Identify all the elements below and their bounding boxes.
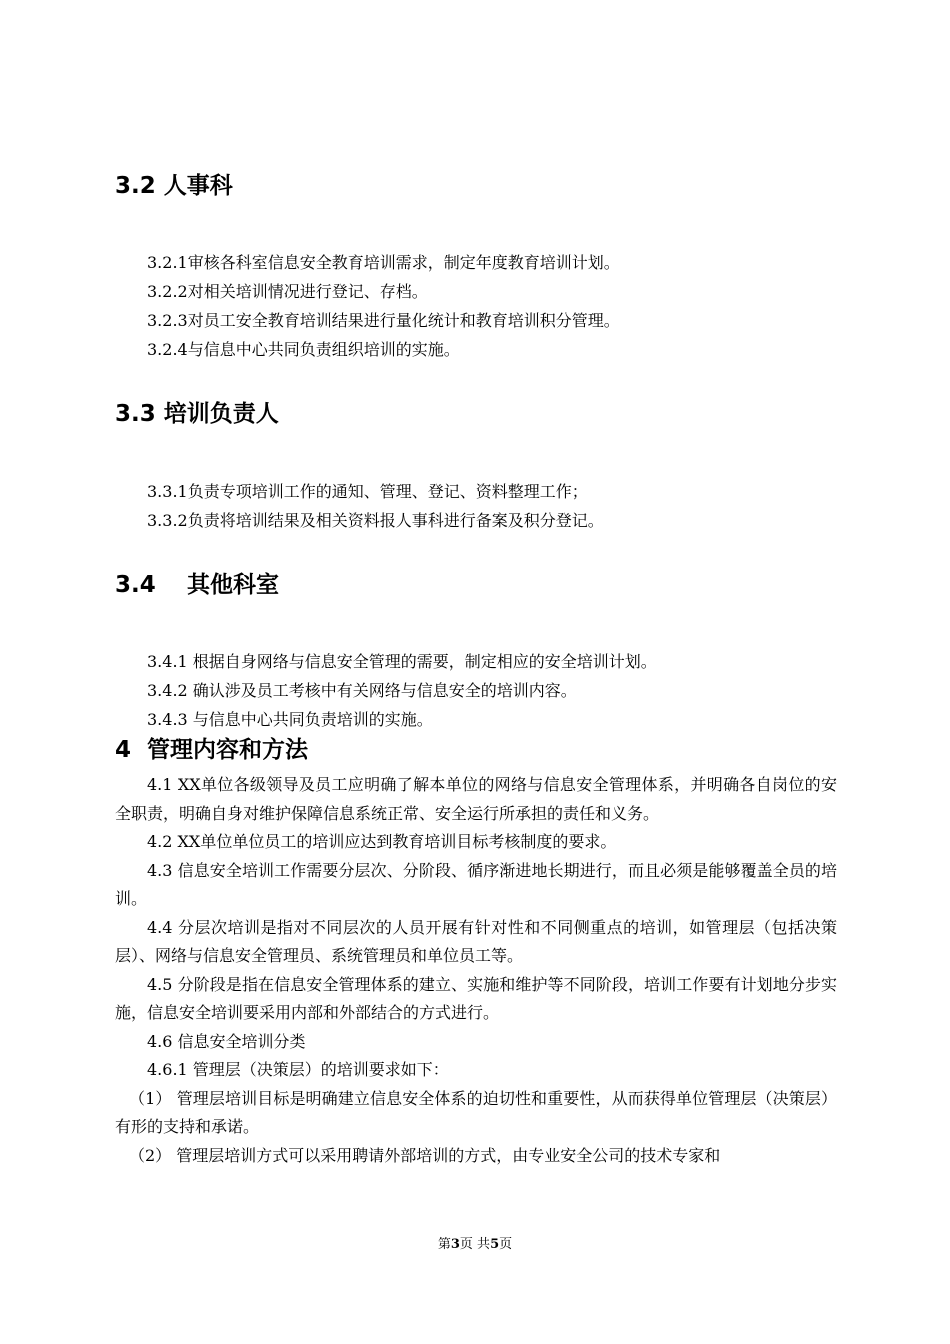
total-pages-number: 5 (490, 1237, 500, 1252)
section-heading-3-2 (115, 171, 837, 201)
list-item: 3.2.4与信息中心共同负责组织培训的实施。 (147, 340, 460, 359)
list-item: 3.3.1负责专项培训工作的通知、管理、登记、资料整理工作； (147, 482, 588, 501)
list-item: 3.2.2对相关培训情况进行登记、存档。 (147, 282, 428, 301)
section-title: 培训负责人 (163, 401, 279, 427)
section-4-body (115, 771, 837, 1170)
section-number: 3.3 (115, 401, 156, 427)
paragraph: 4.2 XX单位单位员工的培训应达到教育培训目标考核制度的要求。 (147, 832, 617, 851)
numbered-item: （2） 管理层培训方式可以采用聘请外部培训的方式，由专业安全公司的技术专家和 (129, 1145, 721, 1165)
section-3-3-items (115, 477, 837, 535)
paragraph: 4.3 信息安全培训工作需要分层次、分阶段、循序渐进地长期进行，而且必须是能够覆盖全员的培训。 (115, 860, 837, 908)
section-heading-3-4 (115, 570, 837, 600)
list-item: 3.3.2负责将培训结果及相关资料报人事科进行备案及积分登记。 (147, 511, 604, 530)
section-3-4-items (115, 647, 837, 734)
list-item: 3.2.1审核各科室信息安全教育培训需求，制定年度教育培训计划。 (147, 253, 620, 272)
footer-prefix: 第 (437, 1237, 451, 1252)
paragraph: 4.4 分层次培训是指对不同层次的人员开展有针对性和不同侧重点的培训，如管理层（包括决策层）、网络与信息安全管理员、系统管理员和单位员工等。 (115, 917, 837, 965)
paragraph: 4.6.1 管理层（决策层）的培训要求如下： (147, 1060, 449, 1079)
section-title: 管理内容和方法 (147, 737, 308, 763)
footer-middle: 页 共 (459, 1237, 491, 1252)
paragraph: 4.6 信息安全培训分类 (147, 1031, 306, 1051)
section-title: 人事科 (163, 173, 233, 199)
section-heading-3-3 (115, 399, 837, 429)
list-item: 3.2.3对员工安全教育培训结果进行量化统计和教育培训积分管理。 (147, 311, 620, 330)
section-number: 4 (115, 737, 132, 763)
section-number: 3.4 (115, 572, 156, 598)
list-item: 3.4.2 确认涉及员工考核中有关网络与信息安全的培训内容。 (147, 681, 577, 700)
list-item: 3.4.3 与信息中心共同负责培训的实施。 (147, 710, 433, 729)
list-item: 3.4.1 根据自身网络与信息安全管理的需要，制定相应的安全培训计划。 (147, 652, 657, 671)
section-heading-4 (115, 735, 837, 765)
footer-suffix: 页 (499, 1237, 513, 1252)
section-number: 3.2 (115, 173, 156, 199)
section-title: 其他科室 (187, 572, 279, 598)
paragraph: 4.5 分阶段是指在信息安全管理体系的建立、实施和维护等不同阶段，培训工作要有计划地分步实施，信息安全培训要采用内部和外部结合的方式进行。 (115, 974, 837, 1022)
current-page-number: 3 (450, 1237, 460, 1252)
page-footer (0, 1236, 950, 1254)
section-3-2-items (115, 248, 837, 364)
numbered-item: （1） 管理层培训目标是明确建立信息安全体系的迫切性和重要性，从而获得单位管理层（决策层）有形的支持和承诺。 (115, 1088, 837, 1136)
paragraph: 4.1 XX单位各级领导及员工应明确了解本单位的网络与信息安全管理体系，并明确各自岗位的安全职责，明确自身对维护保障信息系统正常、安全运行所承担的责任和义务。 (115, 775, 837, 823)
